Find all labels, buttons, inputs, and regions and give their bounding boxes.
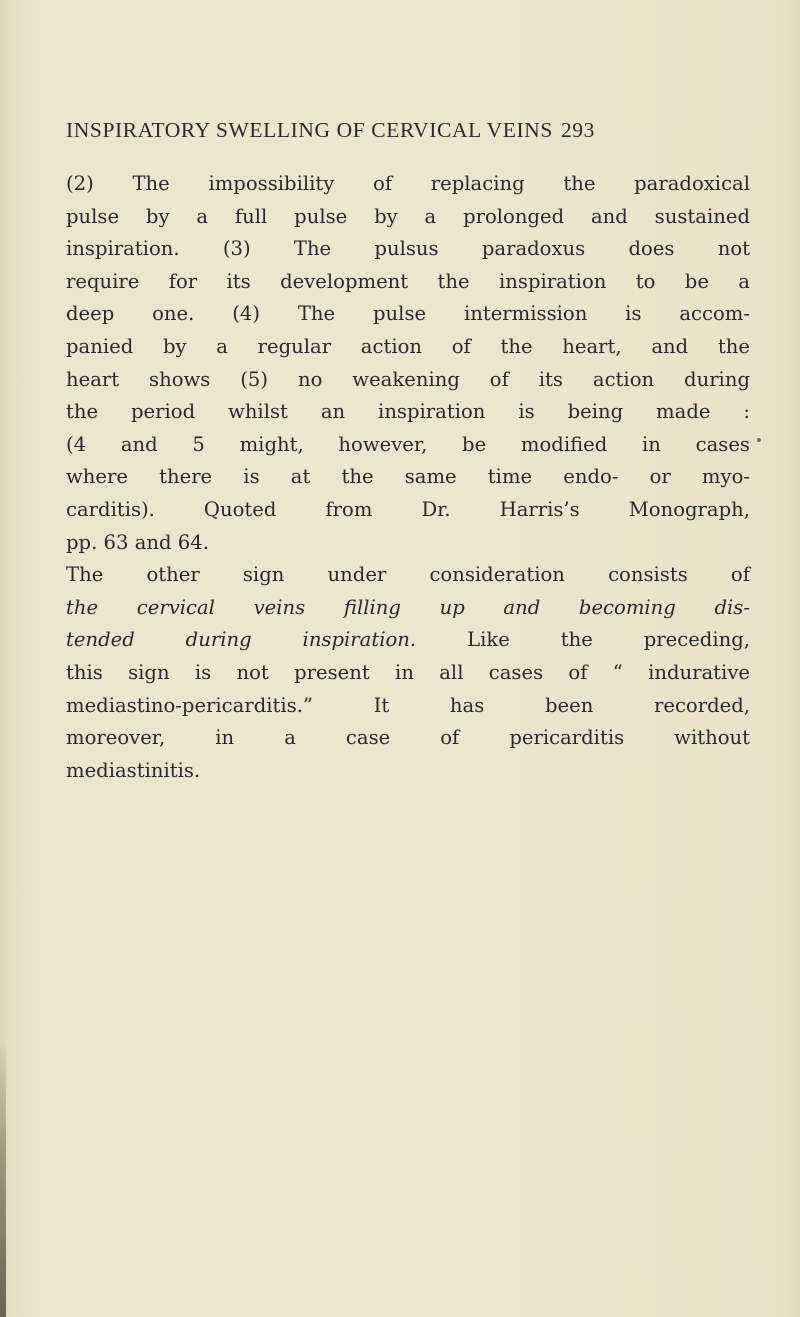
text-line: deep one. (4) The pulse intermission is accom-	[66, 302, 750, 326]
text-line: pulse by a full pulse by a prolonged and sustained	[66, 204, 750, 228]
text-line: (4 and 5 might, however, be modified in cases	[66, 432, 750, 456]
page-edge-shadow	[0, 1040, 6, 1317]
page-number: 293	[560, 118, 596, 142]
text-line: moreover, in a case of pericarditis without	[66, 726, 750, 750]
italic-phrase: tended during inspiration.	[66, 628, 417, 652]
text-line: pp. 63 and 64.	[66, 530, 209, 554]
text-line: panied by a regular action of the heart, and the	[66, 334, 750, 358]
stray-ink-mark	[757, 438, 761, 442]
running-head-title: INSPIRATORY SWELLING OF CERVICAL VEINS	[66, 118, 553, 142]
text-line: this sign is not present in all cases of “ indurative	[66, 660, 750, 684]
text-line: mediastino-pericarditis.” It has been recorded,	[66, 693, 750, 717]
text-line: heart shows (5) no weakening of its action during	[66, 367, 750, 391]
running-head	[66, 118, 746, 143]
text-line: where there is at the same time endo- or myo-	[66, 465, 750, 489]
text-line-italic	[66, 592, 750, 625]
text-line: The other sign under consideration consists of	[66, 563, 750, 587]
italic-phrase: the cervical veins filling up and becoming dis-	[66, 595, 750, 619]
text-line: inspiration. (3) The pulsus paradoxus does not	[66, 237, 750, 261]
text-fragment: Like the preceding,	[467, 628, 750, 652]
text-line: mediastinitis.	[66, 758, 201, 782]
text-line: carditis). Quoted from Dr. Harris’s Monograph,	[66, 497, 750, 521]
text-line-mixed	[66, 624, 750, 657]
text-line: the period whilst an inspiration is being made :	[66, 400, 750, 424]
body-text	[66, 168, 750, 787]
text-line: require for its development the inspiration to be a	[66, 269, 750, 293]
text-line: (2) The impossibility of replacing the paradoxical	[66, 172, 750, 195]
